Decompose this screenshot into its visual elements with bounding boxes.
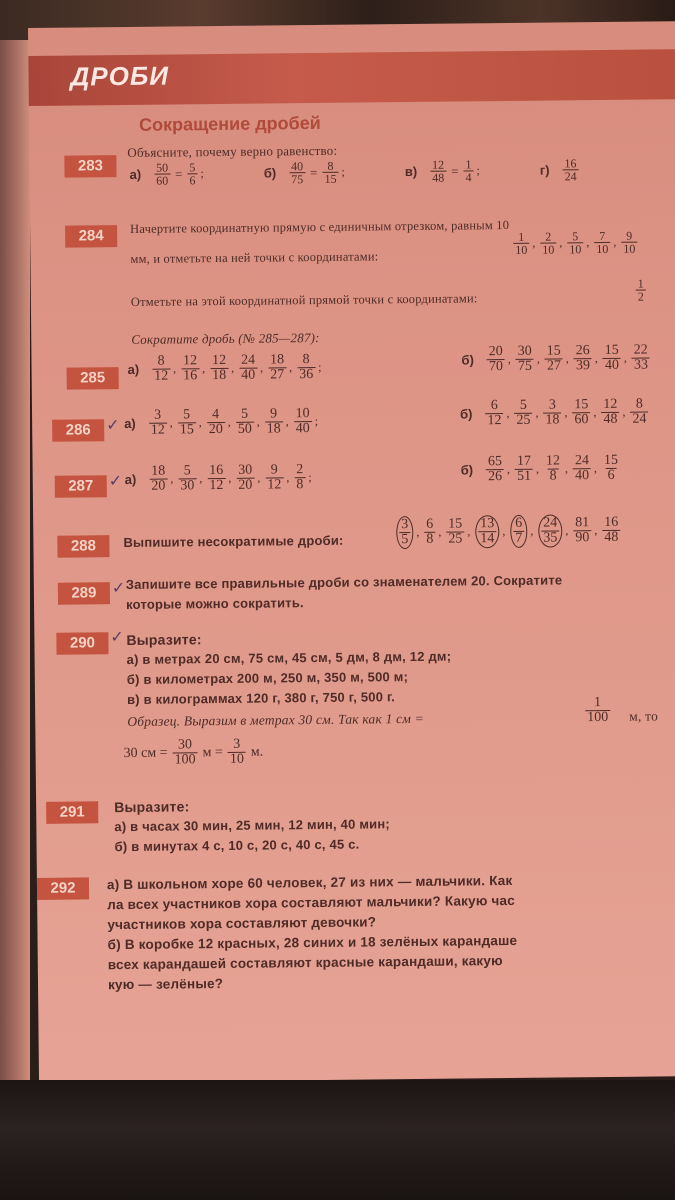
exercise-288-text: Выпишите несократимые дроби:	[123, 532, 344, 551]
exercise-number-288: 288	[57, 535, 109, 558]
exercise-291-b: б) в минутах 4 с, 10 с, 20 с, 40 с, 45 с.	[114, 836, 360, 855]
exercise-283-text: Объясните, почему верно равенство:	[127, 142, 338, 160]
exercise-number-283: 283	[64, 155, 116, 178]
part-label: а)	[129, 166, 142, 182]
fraction: $\frac{40}{75}$	[290, 159, 304, 187]
exercise-287-a: а) $\frac{18}{20}$ , $\frac{5}{30}$ , $\frac{16}{12}$ , $\frac{30}{20}$ , $\frac{9}{12}$ , $\frac{2}{8}$ ;	[124, 462, 312, 494]
exercise-290-b: б) в километрах 200 м, 250 м, 350 м, 500 м;	[126, 669, 409, 688]
section-title: Сокращение дробей	[138, 112, 321, 135]
exercise-284-line1: Начертите координатную прямую с единичным отрезком, равным 10	[130, 217, 510, 236]
exercise-291-a: а) в часах 30 мин, 25 мин, 12 мин, 40 мин;	[114, 816, 390, 835]
exercise-288-fractions: $\frac{3}{5}$ , $\frac{6}{8}$ , $\frac{15}{25}$ , $\frac{13}{14}$ , $\frac{6}{7}$ , $\frac{24}{35}$ , $\frac{81}{90}$ , $\frac{16}{48}$	[391, 514, 625, 549]
textbook-page	[28, 21, 675, 1083]
exercise-284-coordinate-2: $\frac{1}{2}$	[637, 276, 644, 304]
exercise-289-line1: Запишите все правильные дроби со знаменателем 20. Сократите	[125, 572, 563, 593]
exercise-284-coordinates: $\frac{1}{10}$ , $\frac{2}{10}$ , $\frac{5}{10}$ , $\frac{7}{10}$ , $\frac{9}{10}$	[515, 228, 636, 257]
sample-fraction-1: $\frac{1}{100}$	[587, 695, 609, 726]
exercise-284-line3: Отметьте на этой координатной прямой точки с координатами:	[130, 291, 478, 309]
exercise-286-a: а) $\frac{3}{12}$ , $\frac{5}{15}$ , $\frac{4}{20}$ , $\frac{5}{50}$ , $\frac{9}{18}$ , $\frac{10}{40}$ ;	[124, 406, 319, 438]
exercise-284-line2: мм, и отметьте на ней точки с координатами:	[130, 249, 379, 266]
exercise-291-heading: Выразите:	[114, 798, 190, 816]
part-label: г)	[539, 162, 550, 178]
exercise-number-291: 291	[46, 801, 98, 824]
exercise-290-a: а) в метрах 20 см, 75 см, 45 см, 5 дм, 8 дм, 12 дм;	[126, 648, 452, 668]
left-page-edge	[0, 40, 30, 1100]
pencil-check-mark-icon: ✓	[111, 580, 126, 598]
exercise-287-b: б) $\frac{65}{26}$ , $\frac{17}{51}$ , $\frac{12}{8}$ , $\frac{24}{40}$ , $\frac{15}{6}$	[460, 452, 618, 485]
exercise-number-292: 292	[37, 877, 89, 900]
fabric-background-bottom	[0, 1080, 675, 1200]
exercise-286-b: б) $\frac{6}{12}$ , $\frac{5}{25}$ , $\frac{3}{18}$ , $\frac{15}{60}$ , $\frac{12}{48}$ , $\frac{8}{24}$	[459, 396, 647, 429]
fraction: $\frac{1}{4}$	[465, 157, 472, 185]
exercise-289-line2: которые можно сократить.	[125, 595, 304, 613]
part-label: б)	[263, 165, 277, 181]
exercise-292-line5: всех карандашей составляют красные карандаши, какую	[107, 953, 503, 973]
exercise-283-equalities: а) $\frac{50}{60}$ = $\frac{5}{6}$ ; б) $\frac{40}{75}$ = $\frac{8}{15}$ ; в) $\frac{12}{48}$ = $\frac{1}{4}$ ; г) $\frac{16}{24}$	[129, 156, 577, 188]
exercise-290-equation: 30 см = $\frac{30}{100}$ м = $\frac{3}{10}$ м.	[123, 736, 264, 768]
exercise-292-line3: участников хора составляют девочки?	[107, 914, 377, 933]
exercise-number-290: 290	[56, 632, 108, 655]
fraction: $\frac{8}{15}$	[324, 158, 337, 186]
fraction: $\frac{12}{48}$	[432, 157, 445, 185]
fraction: $\frac{50}{60}$	[155, 160, 169, 188]
exercise-290-c: в) в килограммах 120 г, 380 г, 750 г, 500 г.	[126, 689, 396, 707]
reduce-intro: Сократите дробь (№ 285—287):	[131, 329, 320, 347]
exercise-290-sample-end: м, то	[629, 708, 659, 724]
exercise-292-line4: б) В коробке 12 красных, 28 синих и 18 зелёных карандаше	[107, 932, 518, 953]
exercise-290-sample: Образец. Выразим в метрах 30 см. Так как 1 см =	[127, 710, 425, 729]
pencil-check-mark-icon: ✓	[108, 473, 123, 491]
exercise-292-line1: а) В школьном хоре 60 человек, 27 из них — мальчики. Как	[106, 872, 513, 893]
chapter-banner	[28, 49, 675, 106]
exercise-number-285: 285	[67, 367, 119, 390]
exercise-285-a: а) $\frac{8}{12}$ , $\frac{12}{16}$ , $\frac{12}{18}$ , $\frac{24}{40}$ , $\frac{18}{27}$ , $\frac{8}{36}$ ;	[127, 352, 322, 384]
exercise-285-b: б) $\frac{20}{70}$ , $\frac{30}{75}$ , $\frac{15}{27}$ , $\frac{26}{39}$ , $\frac{15}{40}$ , $\frac{22}{33}$	[461, 342, 649, 375]
chapter-title: ДРОБИ	[70, 60, 170, 92]
exercise-number-286: 286	[52, 419, 104, 442]
exercise-290-heading: Выразите:	[126, 631, 202, 649]
pencil-check-mark-icon: ✓	[106, 417, 120, 435]
exercise-number-287: 287	[55, 475, 107, 498]
exercise-292-line6: кую — зелёные?	[107, 976, 224, 993]
exercise-292-line2: ла всех участников хора составляют мальчики? Какую час	[107, 892, 516, 913]
fraction: $\frac{5}{6}$	[189, 160, 196, 188]
fraction: $\frac{16}{24}$	[564, 156, 577, 184]
pencil-check-mark-icon: ✓	[110, 629, 124, 647]
exercise-number-289: 289	[58, 582, 110, 605]
exercise-number-284: 284	[65, 225, 117, 248]
part-label: в)	[404, 163, 418, 180]
